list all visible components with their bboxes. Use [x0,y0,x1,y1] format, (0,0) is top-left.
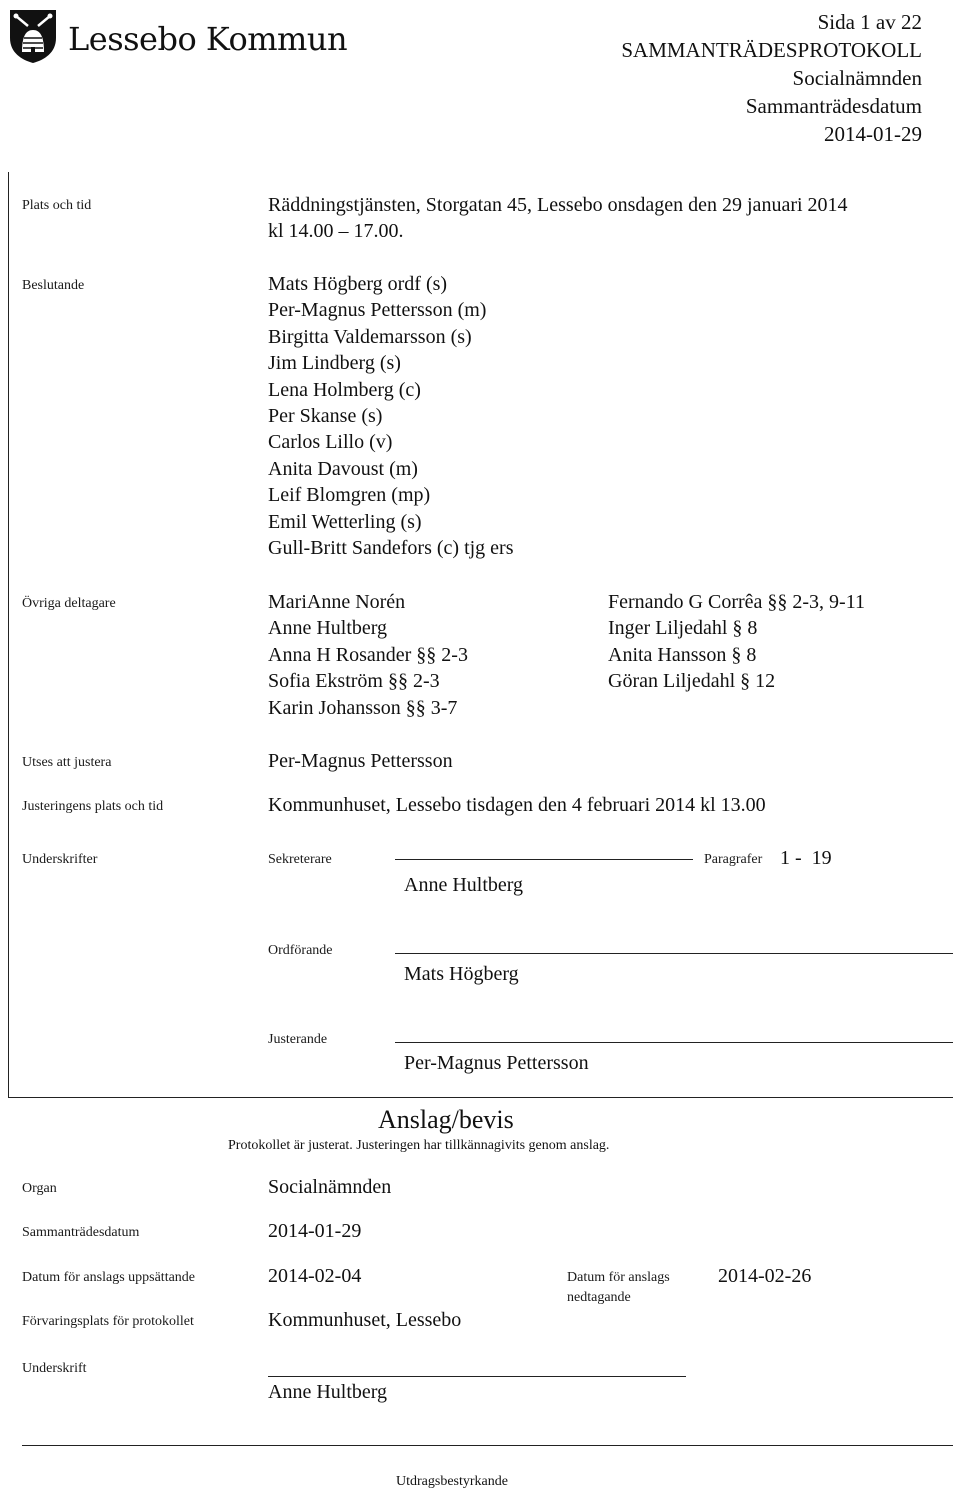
forvaring-label: Förvaringsplats för protokollet [22,1314,194,1329]
list-item: Göran Liljedahl § 12 [608,670,776,693]
frame-left-line [8,172,9,1097]
plats-label: Plats och tid [22,198,92,213]
list-item: Jim Lindberg (s) [268,352,401,375]
uppsattande-value: 2014-02-04 [268,1265,362,1287]
justeringens-value: Kommunhuset, Lessebo tisdagen den 4 februari 2014 kl 13.00 [268,794,766,816]
list-item: Sofia Ekström §§ 2-3 [268,670,440,693]
coat-of-arms-icon [8,8,58,64]
list-item: Mats Högberg ordf (s) [268,273,448,295]
anslag-title: Anslag/bevis [378,1105,514,1134]
list-item: Emil Wetterling (s) [268,510,422,533]
organ-value: Socialnämnden [268,1176,392,1198]
list-item: Anita Davoust (m) [268,457,418,480]
frame-divider-top [8,1097,953,1098]
justerande-name: Per-Magnus Pettersson [404,1052,589,1074]
justera-value: Per-Magnus Pettersson [268,750,453,772]
sekreterare-label: Sekreterare [268,852,332,867]
ovriga-label: Övriga deltagare [22,596,116,611]
header-date: 2014-01-29 [824,122,922,146]
list-item: Fernando G Corrêa §§ 2-3, 9-11 [608,591,865,613]
list-item: Anna H Rosander §§ 2-3 [268,643,468,666]
list-item: Per Skanse (s) [268,405,383,428]
footer-line [22,1445,953,1446]
list-item: Gull-Britt Sandefors (c) tjg ers [268,537,514,560]
justeringens-label: Justeringens plats och tid [22,799,164,814]
uppsattande-label: Datum för anslags uppsättande [22,1270,196,1285]
justerande-signature-line [395,1042,953,1043]
beslutande-list [268,271,514,561]
sekreterare-name: Anne Hultberg [404,874,524,896]
paragrafer-value: 1 - 19 [780,847,832,869]
beslutande-label: Beslutande [22,278,85,293]
header-date-label: Sammanträdesdatum [745,94,922,118]
paragrafer-label: Paragrafer [704,852,763,867]
ordforande-name: Mats Högberg [404,963,519,985]
list-item: Leif Blomgren (mp) [268,484,431,507]
ordforande-label: Ordförande [268,943,333,958]
underskrift-name: Anne Hultberg [268,1381,388,1403]
document-type: SAMMANTRÄDESPROTOKOLL [621,38,922,62]
list-item: Inger Liljedahl § 8 [608,617,758,640]
organ-label: Organ [22,1181,57,1196]
ordforande-signature-line [395,953,953,954]
nedtagande-label-2: nedtagande [567,1290,631,1305]
sammantradesdatum-label: Sammanträdesdatum [22,1225,140,1240]
forvaring-value: Kommunhuset, Lessebo [268,1309,462,1331]
header-organ: Socialnämnden [792,66,922,90]
nedtagande-label-1: Datum för anslags [567,1270,670,1285]
underskrift-label: Underskrift [22,1361,87,1376]
list-item: Anita Hansson § 8 [608,643,757,666]
justerande-label: Justerande [268,1032,328,1047]
list-item: Per-Magnus Pettersson (m) [268,299,487,322]
logo-text: Lessebo Kommun [68,20,348,58]
underskrifter-label: Underskrifter [22,852,98,867]
logo [8,8,353,64]
list-item: Karin Johansson §§ 3-7 [268,696,458,719]
list-item: Carlos Lillo (v) [268,431,393,454]
anslag-subtitle: Protokollet är justerat. Justeringen har tillkännagivits genom anslag. [228,1138,610,1153]
sammantradesdatum-value: 2014-01-29 [268,1220,362,1242]
page-number: Sida 1 av 22 [817,10,922,34]
ovriga-right-list [608,589,865,695]
nedtagande-value: 2014-02-26 [718,1265,812,1287]
list-item: MariAnne Norén [268,591,406,613]
list-item: Lena Holmberg (c) [268,378,421,401]
justera-label: Utses att justera [22,755,112,770]
underskrift-signature-line [268,1376,686,1377]
sekreterare-signature-line [395,859,693,860]
plats-line-2: kl 14.00 – 17.00. [268,220,404,242]
list-item: Birgitta Valdemarsson (s) [268,325,472,348]
footer-text: Utdragsbestyrkande [396,1474,508,1489]
list-item: Anne Hultberg [268,617,388,640]
ovriga-left-list [268,589,468,721]
plats-line-1: Räddningstjänsten, Storgatan 45, Lessebo onsdagen den 29 januari 2014 [268,194,848,216]
